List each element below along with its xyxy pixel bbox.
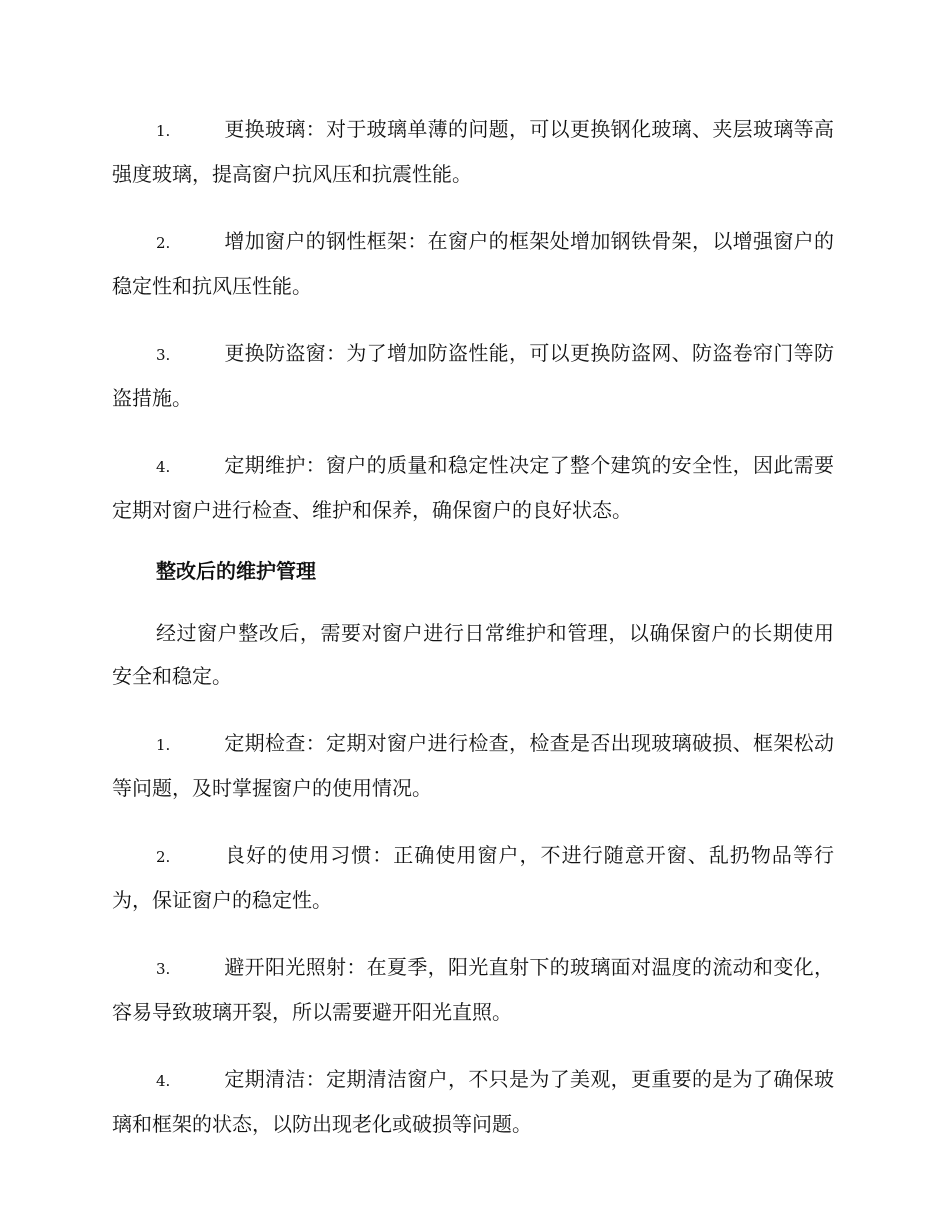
list-item-text: 更换防盗窗：为了增加防盗性能，可以更换防盗网、防盗卷帘门等防盗措施。 (112, 341, 834, 410)
list-item-number: 3. (156, 960, 171, 978)
remediation-measures-list (112, 108, 834, 532)
list-item-text: 增加窗户的钢性框架：在窗户的框架处增加钢铁骨架，以增强窗户的稳定性和抗风压性能。 (112, 229, 834, 298)
list-item-number: 1. (156, 736, 171, 754)
list-item-text: 避开阳光照射：在夏季，阳光直射下的玻璃面对温度的流动和变化，容易导致玻璃开裂，所以需要避开阳光直照。 (112, 955, 834, 1024)
list-item-number: 3. (156, 346, 171, 364)
list-item (112, 722, 834, 810)
section-heading: 整改后的维护管理 (156, 559, 316, 583)
maintenance-list (112, 722, 834, 1146)
document-content (112, 108, 834, 1170)
list-item (112, 1058, 834, 1146)
list-item-text: 更换玻璃：对于玻璃单薄的问题，可以更换钢化玻璃、夹层玻璃等高强度玻璃，提高窗户抗风压和抗震性能。 (112, 117, 834, 186)
list-item-text: 定期检查：定期对窗户进行检查，检查是否出现玻璃破损、框架松动等问题，及时掌握窗户的使用情况。 (112, 731, 834, 800)
list-item (112, 332, 834, 420)
list-item-number: 4. (156, 458, 171, 476)
list-item-text: 定期维护：窗户的质量和稳定性决定了整个建筑的安全性，因此需要定期对窗户进行检查、维护和保养，确保窗户的良好状态。 (112, 453, 834, 522)
list-item-number: 4. (156, 1072, 171, 1090)
list-item (112, 220, 834, 308)
list-item (112, 108, 834, 196)
list-item-text: 定期清洁：定期清洁窗户，不只是为了美观，更重要的是为了确保玻璃和框架的状态，以防出现老化或破损等问题。 (112, 1067, 834, 1136)
list-item-number: 2. (156, 848, 171, 866)
list-item-number: 1. (156, 122, 171, 140)
list-item-text: 良好的使用习惯：正确使用窗户，不进行随意开窗、乱扔物品等行为，保证窗户的稳定性。 (112, 843, 834, 912)
list-item (112, 946, 834, 1034)
list-item (112, 444, 834, 532)
list-item (112, 834, 834, 922)
intro-paragraph: 经过窗户整改后，需要对窗户进行日常维护和管理，以确保窗户的长期使用安全和稳定。 (112, 621, 834, 688)
list-item-number: 2. (156, 234, 171, 252)
